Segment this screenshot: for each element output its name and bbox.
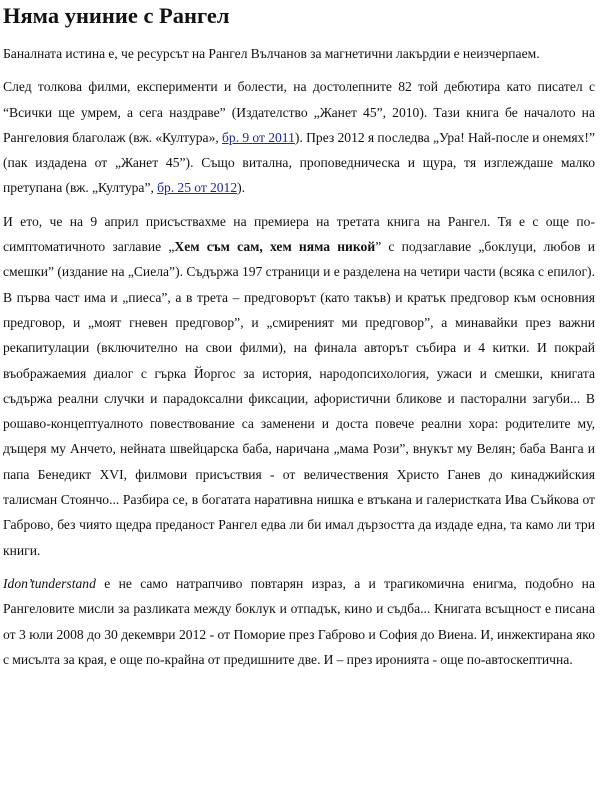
paragraph-3-text-a: И ето, че на 9 април присъствахме на премиера на третата книга на Рангел. Тя е с още по-симптоматичното заглавие „: [3, 213, 595, 255]
issue-link-25-2012[interactable]: бр. 25 от 2012: [157, 180, 238, 196]
issue-link-9-2011[interactable]: бр. 9 от 2011: [222, 129, 295, 145]
book-title: Хем съм сам, хем няма никой: [174, 239, 376, 255]
paragraph-1: Баналната истина е, че ресурсът на Рангел Вълчанов за магнетични лакърдии е неизчерпаем.: [3, 46, 540, 61]
paragraph-2: [3, 74, 595, 200]
article-title: Няма униние с Рангел: [3, 3, 230, 28]
paragraph-2-text-a: След толкова филми, експерименти и болести, на достолепните 82 той дебютира като писател с “Всички ще умрем, а сега наздраве” (Издателство „Жанет 45”, 2010). Тази книга бе началото на Рангеловия благолаж (вж. «Култура»,: [3, 79, 595, 145]
paragraph-2-text-b: ). През 2012 я последва „Ура! Най-после и онемях!” (пак издадена от „Жанет 45”). Също витална, проповедническа и щура, тя изглеждаше малко претупана (вж. „Култура”,: [3, 129, 595, 196]
paragraph-3-text-b: ” с подзаглавие „боклуци, любов и смешки” (издание на „Сиела”). Съдържа 197 страници и е разделена на четири части (всяка с епилог). В първа част има и „пиеса”, а в трета – предговорът (като такъв) и кратък предговор към основния предговор, и „моят гневен предговор”, и „смиреният ми предговор”, а минавайки през важни рекапитулации (включително на свои филми), на финала авторът събира и 4 китки. И покрай въображаемия диалог с гърка Йоргос за история, народопсихология, ужаси и смешки, книгата съдържа реални случки и парадоксални фиксации, афористични бликове и пасторални загуби... В рошаво-концептуалното повествование са заменени и доста повече реални хора: родителите му, дъщеря му Анчето, нейната швейцарска баба, наричана „мама Рози”, внукът му Велян; баба Ванга и папа Бенедикт XVI, филмови присъствия - от величествения Христо Ганев до кинаджийския талисман Стоянчо... Разбира се, в богатата наративна нишка е втъкана и галеристката Ива Съйкова от Габрово, без чиято щедра преданост Рангел едва ли би имал дързостта да издаде една, та камо ли три книги.: [3, 239, 595, 558]
paragraph-4: [3, 571, 595, 672]
phrase-idontunderstand: Idon’tunderstand: [3, 575, 96, 591]
paragraph-3: [3, 209, 595, 563]
paragraph-4-text: е не само натрапчиво повтарян израз, а и трагикомична енигма, подобно на Рангеловите мисли за разликата между боклук и отпадък, кино и съдба... Книгата всъщност е писана от 3 юли 2008 до 30 декември 2012 - от Поморие през Габрово и София до Виена. И, инжектирана яко с мисълта за края, е още по-крайна от предишните две. И – през иронията - още по-автоскептична.: [3, 575, 595, 667]
paragraph-2-text-c: ).: [237, 180, 246, 196]
